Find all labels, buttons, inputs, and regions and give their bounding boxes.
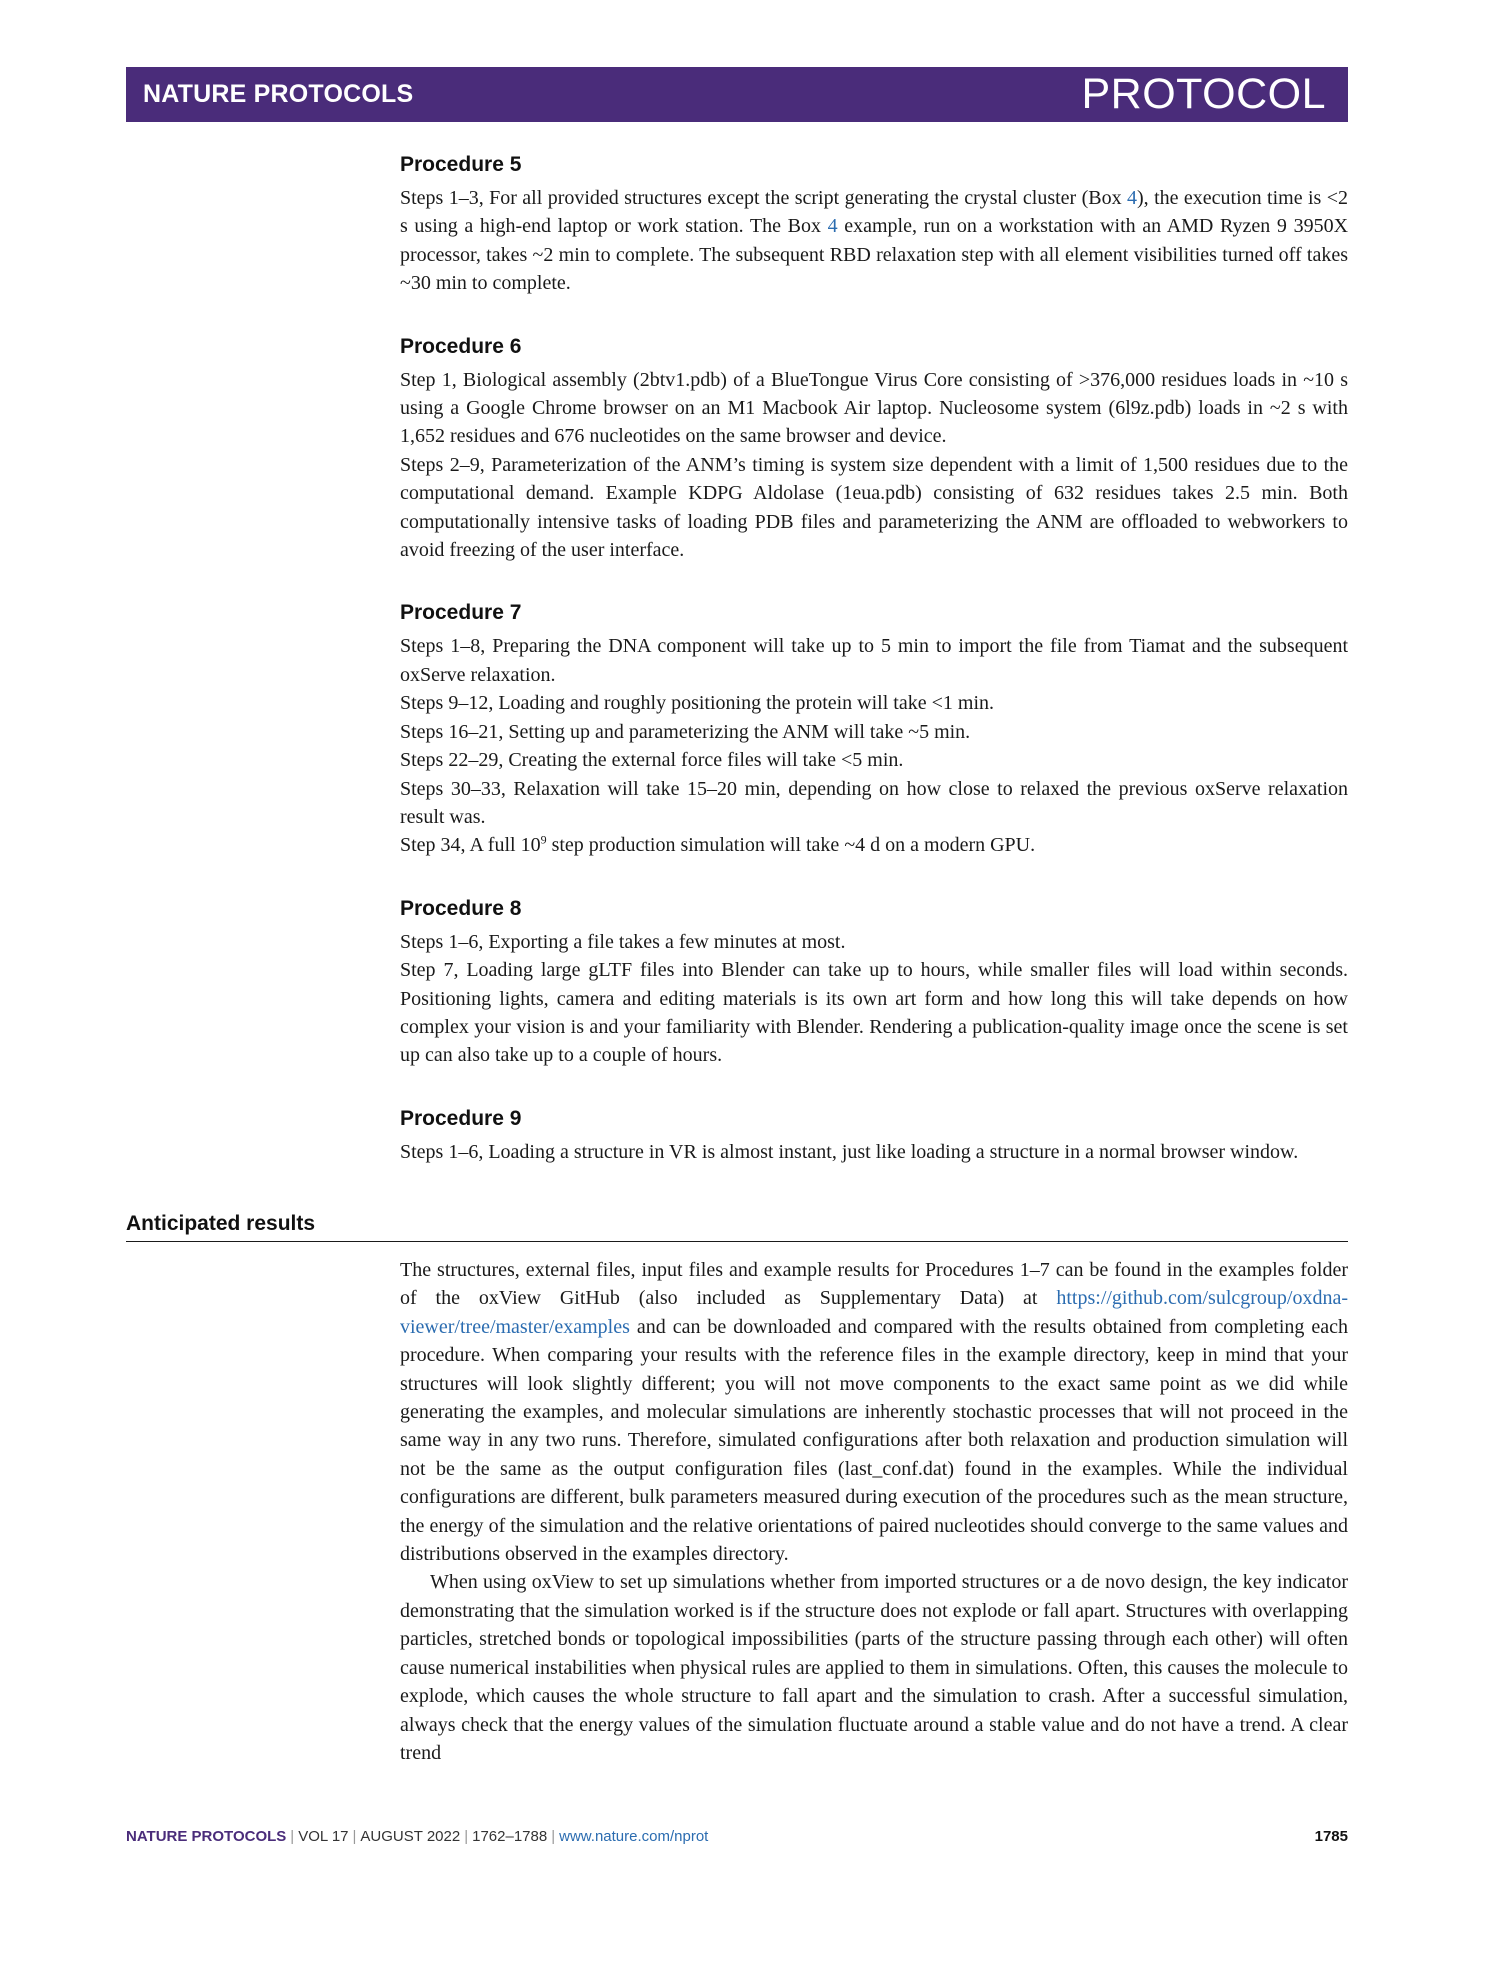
page-footer	[126, 1828, 1348, 1845]
footer-journal: NATURE PROTOCOLS	[126, 1828, 287, 1845]
article-type: PROTOCOL	[1081, 70, 1326, 118]
footer-pages: 1762–1788	[472, 1828, 548, 1845]
procedure-paragraph: Steps 22–29, Creating the external force files will take <5 min.	[400, 749, 904, 772]
footer-citation: NATURE PROTOCOLS | VOL 17 | AUGUST 2022 | 1762–1788 | www.nature.com/nprot	[126, 1828, 709, 1845]
journal-name: NATURE PROTOCOLS	[143, 80, 414, 108]
procedure-7-section	[400, 599, 1348, 859]
procedure-9-section	[400, 1105, 1348, 1166]
procedure-paragraph: Steps 16–21, Setting up and parameterizing the ANM will take ~5 min.	[400, 720, 971, 743]
procedure-title: Procedure 6	[400, 334, 522, 358]
text-run: and can be downloaded and compared with the results obtained from completing each procedure. When comparing your results with the reference files in the example directory, keep in mind that your structures will look slightly different; you will not move components to the exact same point as we did while generating the examples, and molecular simulations are inherently stochastic processes that will not proceed in the same way in any two runs. Therefore, simulated configurations after both relaxation and production simulation will not be the same as the output configuration files (last_conf.dat) found in the examples. While the individual configurations are different, bulk parameters measured during execution of the procedures such as the mean structure, the energy of the simulation and the relative orientations of paired nucleotides should converge to the same values and distributions observed in the examples directory.	[400, 1315, 1348, 1566]
procedure-title: Procedure 5	[400, 153, 522, 176]
procedure-title: Procedure 8	[400, 896, 522, 920]
procedures-content	[400, 151, 1348, 1201]
procedure-paragraph: Steps 2–9, Parameterization of the ANM’s timing is system size dependent with a limit of 1,500 residues due to the computational demand. Example KDPG Aldolase (1eua.pdb) consisting of 632 residues takes 2.5 min. Both computationally intensive tasks of loading PDB files and parameterizing the ANM are offloaded to webworkers to avoid freezing of the user interface.	[400, 453, 1348, 562]
text-run: step production simulation will take ~4 d on a modern GPU.	[546, 834, 1036, 857]
procedure-paragraph: Steps 30–33, Relaxation will take 15–20 min, depending on how close to relaxed the previous oxServe relaxation result was.	[400, 777, 1348, 828]
text-run: Step 34, A full 10	[400, 834, 541, 857]
text-run: Steps 1–3, For all provided structures except the script generating the crystal cluster (Box	[400, 187, 1128, 209]
text-run: ), the execution time is <2 s using a high-end laptop or work station. The Box	[400, 187, 1348, 238]
procedure-paragraph: Steps 9–12, Loading and roughly positioning the protein will take <1 min.	[400, 692, 994, 715]
procedure-paragraph: Steps 1–6, Exporting a file takes a few minutes at most.	[400, 930, 846, 953]
github-examples-link[interactable]: https://github.com/sulcgroup/oxdna-viewer/tree/master/examples	[400, 1287, 1348, 1338]
procedure-paragraph: Steps 1–8, Preparing the DNA component will take up to 5 min to import the file from Tiamat and the subsequent oxServe relaxation.	[400, 635, 1348, 686]
box-4-link[interactable]: 4	[1127, 187, 1138, 209]
procedure-paragraph	[400, 184, 1348, 298]
procedure-6-section	[400, 333, 1348, 565]
results-paragraph: When using oxView to set up simulations whether from imported structures or a de novo design, the key indicator demonstrating that the simulation worked is if the structure does not explode or fall apart. Structures with overlapping particles, stretched bonds or topological impossibilities (parts of the structure passing through each other) will often cause numerical instabilities when physical rules are applied to them in simulations. Often, this causes the molecule to explode, which causes the whole structure to fall apart and the simulation to crash. After a successful simulation, always check that the energy values of the simulation fluctuate around a stable value and do not have a trend. A clear trend	[400, 1571, 1348, 1764]
procedure-5-section	[400, 151, 1348, 298]
footer-volume: VOL 17	[298, 1828, 349, 1845]
page-number: 1785	[1314, 1828, 1348, 1845]
footer-url-link[interactable]: www.nature.com/nprot	[559, 1828, 709, 1845]
procedure-title: Procedure 9	[400, 1106, 522, 1130]
footer-date: AUGUST 2022	[360, 1828, 461, 1845]
superscript: 9	[540, 832, 547, 847]
box-4-link[interactable]: 4	[827, 215, 838, 238]
procedure-paragraph	[400, 831, 1348, 859]
anticipated-results-heading: Anticipated results	[126, 1212, 1348, 1242]
procedure-paragraph: Steps 1–6, Loading a structure in VR is almost instant, just like loading a structure in a normal browser window.	[400, 1140, 1299, 1163]
journal-header-bar	[126, 67, 1348, 122]
procedure-title: Procedure 7	[400, 601, 522, 625]
anticipated-results-body	[400, 1256, 1348, 1767]
results-paragraph	[400, 1256, 1348, 1568]
procedure-paragraph: Step 1, Biological assembly (2btv1.pdb) of a BlueTongue Virus Core consisting of >376,000 residues loads in ~10 s using a Google Chrome browser on an M1 Macbook Air laptop. Nucleosome system (6l9z.pdb) loads in ~2 s with 1,652 residues and 676 nucleotides on the same browser and device.	[400, 368, 1348, 448]
text-run: example, run on a workstation with an AMD Ryzen 9 3950X processor, takes ~2 min to complete. The subsequent RBD relaxation step with all element visibilities turned off takes ~30 min to complete.	[400, 215, 1349, 295]
procedure-paragraph: Step 7, Loading large gLTF files into Blender can take up to hours, while smaller files will load within seconds. Positioning lights, camera and editing materials is its own art form and how long this will take depends on how complex your vision is and your familiarity with Blender. Rendering a publication-quality image once the scene is set up can also take up to a couple of hours.	[400, 959, 1348, 1067]
procedure-8-section	[400, 895, 1348, 1070]
text-run: The structures, external files, input files and example results for Procedures 1–7 can be found in the examples folder of the oxView GitHub (also included as Supplementary Data) at	[400, 1259, 1348, 1310]
